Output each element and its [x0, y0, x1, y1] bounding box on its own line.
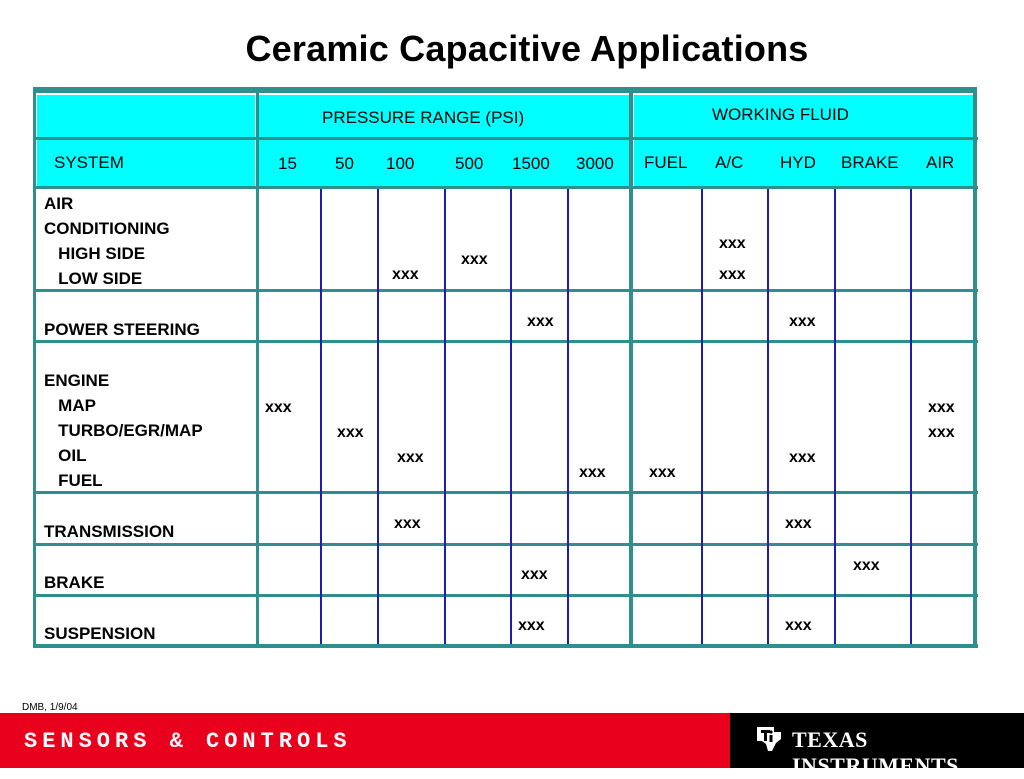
header-divider — [33, 137, 978, 140]
pressure-col-line-5 — [567, 189, 569, 644]
pressure-1500: 1500 — [512, 154, 550, 173]
mark-turbo-50: xxx — [337, 424, 364, 441]
row-label-engine: ENGINE MAP TURBO/EGR/MAP OIL FUEL — [44, 371, 203, 490]
company-name: TEXAS INSTRUMENTS — [792, 727, 959, 778]
mark-ps-hyd: xxx — [789, 313, 816, 330]
mark-fuel-3000: xxx — [579, 464, 606, 481]
mark-ac-low-100: xxx — [392, 266, 419, 283]
pressure-100: 100 — [386, 154, 415, 173]
row-label-power-steering: POWER STEERING — [44, 320, 200, 339]
row-divider-4 — [33, 543, 978, 546]
row-label-air-conditioning: AIR CONDITIONING HIGH SIDE LOW SIDE — [44, 194, 170, 288]
mark-map-air: xxx — [928, 399, 955, 416]
row-divider-5 — [33, 594, 978, 597]
working-fluid-heading: WORKING FLUID — [712, 105, 849, 124]
mark-oil-hyd: xxx — [789, 449, 816, 466]
pressure-50: 50 — [335, 154, 354, 173]
pressure-col-line-3 — [444, 189, 446, 644]
mark-susp-1500: xxx — [518, 617, 545, 634]
row-label-transmission: TRANSMISSION — [44, 522, 175, 541]
pressure-3000: 3000 — [576, 154, 614, 173]
fluid-col-line-4 — [910, 189, 912, 644]
pressure-500: 500 — [455, 154, 484, 173]
fluid-hyd: HYD — [780, 153, 816, 172]
header-bottom-border — [33, 186, 978, 189]
footer-date: DMB, 1/9/04 — [22, 702, 78, 713]
pressure-15: 15 — [278, 154, 297, 173]
mark-brake-brake: xxx — [853, 557, 880, 574]
mark-ac-high-500: xxx — [461, 251, 488, 268]
mark-susp-hyd: xxx — [785, 617, 812, 634]
fluid-col-line-2 — [767, 189, 769, 644]
pressure-range-heading: PRESSURE RANGE (PSI) — [322, 108, 525, 127]
footer-division-bar — [0, 713, 730, 768]
mark-turbo-air: xxx — [928, 424, 955, 441]
pressure-col-line-4 — [510, 189, 512, 644]
slide-title: Ceramic Capacitive Applications — [245, 28, 809, 69]
row-divider-1 — [33, 289, 978, 292]
mark-ps-1500: xxx — [527, 313, 554, 330]
fluid-col-line-3 — [834, 189, 836, 644]
mark-map-15: xxx — [265, 399, 292, 416]
fluid-fuel: FUEL — [644, 153, 688, 172]
fluid-ac: A/C — [715, 153, 744, 172]
table-right-border — [973, 87, 977, 648]
fluid-col-line-1 — [701, 189, 703, 644]
fluid-brake: BRAKE — [841, 153, 899, 172]
header-corner-cell — [37, 95, 255, 137]
mark-trans-hyd: xxx — [785, 515, 812, 532]
pressure-col-line-2 — [377, 189, 379, 644]
table-bottom-border — [33, 644, 978, 648]
table-left-border — [33, 87, 36, 648]
row-label-brake: BRAKE — [44, 573, 105, 592]
footer-company-bar — [730, 713, 1024, 778]
fluid-air: AIR — [926, 153, 955, 172]
row-label-suspension: SUSPENSION — [44, 624, 156, 643]
system-col-border — [256, 87, 259, 648]
division-name: SENSORS & CONTROLS — [24, 729, 352, 754]
mark-trans-100: xxx — [394, 515, 421, 532]
ti-logo-icon — [754, 723, 784, 755]
header-pressures-cell — [259, 140, 629, 186]
fluid-group-border — [629, 87, 633, 648]
table-top-border — [33, 87, 973, 93]
system-heading: SYSTEM — [54, 153, 124, 172]
mark-fuel-fuel: xxx — [649, 464, 676, 481]
mark-ac-high-ac: xxx — [719, 235, 746, 252]
pressure-col-line-1 — [320, 189, 322, 644]
mark-oil-100: xxx — [397, 449, 424, 466]
mark-ac-low-ac: xxx — [719, 266, 746, 283]
mark-brake-1500: xxx — [521, 566, 548, 583]
